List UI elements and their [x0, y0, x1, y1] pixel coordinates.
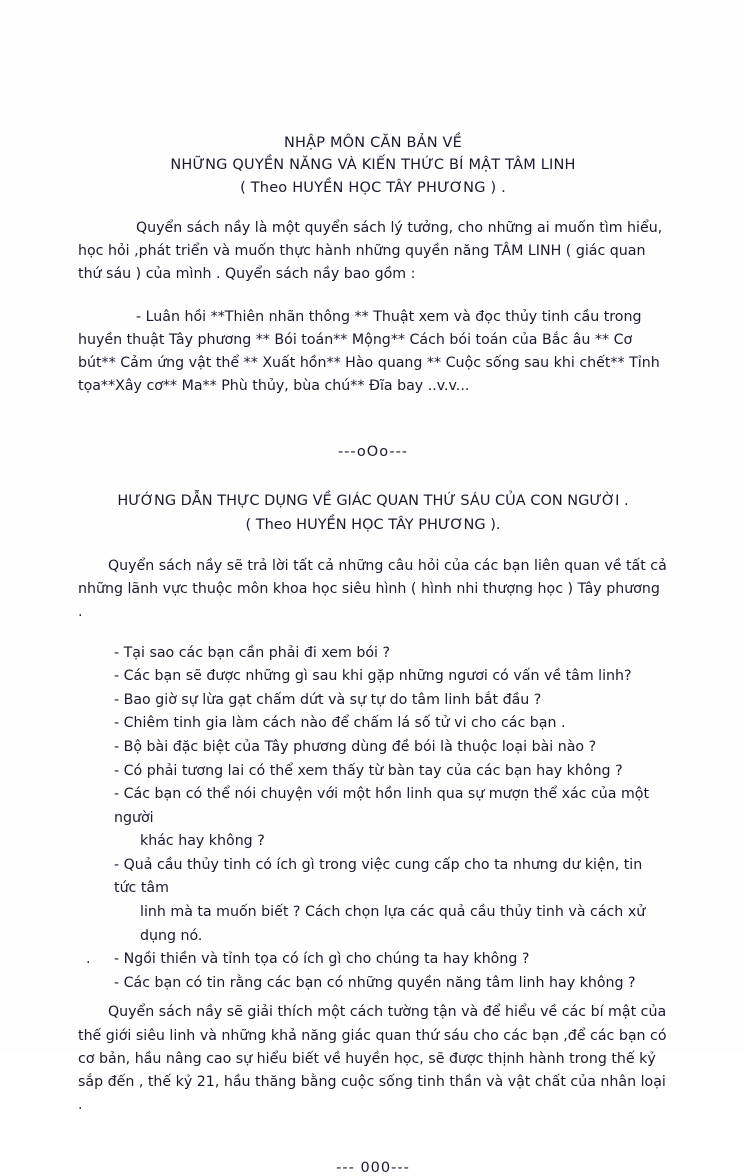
question-item: . - Ngồi thiền và tỉnh tọa có ích gì cho chúng ta hay không ?	[78, 948, 668, 972]
title-line-1: NHẬP MÔN CĂN BẢN VỀ	[283, 135, 463, 151]
section-separator: ---oOo---	[337, 444, 409, 461]
topics-paragraph	[78, 306, 668, 398]
question-item: - Các bạn sẽ được những gì sau khi gặp những ngươi có vấn về tâm linh?	[114, 668, 632, 685]
question-item-continuation: khác hay không ?	[140, 833, 265, 850]
title-line-3: ( Theo HUYỀN HỌC TÂY PHƯƠNG ) .	[240, 179, 506, 196]
question-item: - Bộ bài đặc biệt của Tây phương dùng đề bói là thuộc loại bài nào ?	[114, 739, 597, 756]
title-line-2: NHỮNG QUYỀN NĂNG VÀ KIẾN THỨC BÍ MẬT TÂM LINH	[170, 157, 576, 174]
question-item: - Có phải tương lai có thể xem thấy từ bàn tay của các bạn hay không ?	[114, 762, 623, 779]
intro-paragraph-text: Quyển sách nầy là một quyển sách lý tưởng, cho những ai muốn tìm hiểu, học hỏi ,phát triển và muốn thực hành những quyền năng TÂM LINH ( giác quan thứ sáu ) của mình . Quyển sách nầy bao gồm :	[78, 220, 663, 283]
question-item: - Các bạn có thể nói chuyện với một hồn linh qua sự mượn thể xác của một người	[114, 786, 650, 826]
section-heading-line-1: HƯỚNG DẪN THỰC DỤNG VỀ GIÁC QUAN THỨ SÁU CỦA CON NGƯỜI .	[117, 493, 629, 510]
question-item: - Tại sao các bạn cần phải đi xem bói ?	[114, 644, 391, 661]
document-title	[78, 132, 668, 199]
bottom-mark: --- 000---	[336, 1159, 410, 1176]
section-heading	[78, 490, 668, 536]
question-item-continuation: linh mà ta muốn biết ? Cách chọn lựa các quả cầu thủy tinh và cách xử dụng nó.	[140, 903, 646, 944]
topics-paragraph-text: - Luân hồi **Thiên nhãn thông ** Thuật xem và đọc thủy tinh cầu trong huyền thuật Tây phương ** Bói toán** Mộng** Cách bói toán của Bắc âu ** Cơ bút** Cảm ứng vật thể ** Xuất hồn** Hào quang ** Cuộc sống sau khi chết** Tỉnh tọa**Xây cơ** Ma** Phù thủy, bùa chú** Đĩa bay ..v.v...	[78, 309, 660, 395]
document-content	[78, 132, 668, 1176]
intro-paragraph	[78, 217, 668, 286]
question-item: - Chiêm tinh gia làm cách nào để chấm lá số tử vi cho các bạn .	[114, 715, 566, 732]
question-list	[78, 642, 668, 995]
section-intro-paragraph	[78, 555, 668, 624]
section-heading-line-2: ( Theo HUYỀN HỌC TÂY PHƯƠNG ).	[245, 516, 501, 533]
section-intro-text: Quyển sách nầy sẽ trả lời tất cả những câu hỏi của các bạn liên quan về tất cả những lãnh vực thuộc môn khoa học siêu hình ( hình nhi thượng học ) Tây phương .	[78, 557, 667, 620]
question-item: - Các bạn có tin rằng các bạn có những quyền năng tâm linh hay không ?	[114, 974, 636, 991]
question-item: - Bao giờ sự lừa gạt chấm dứt và sự tự do tâm linh bắt đầu ?	[114, 691, 542, 708]
question-item: - Quả cầu thủy tinh có ích gì trong việc cung cấp cho ta nhưng dư kiện, tin tức tâm	[114, 856, 643, 897]
closing-paragraph-text: Quyển sách nầy sẽ giải thích một cách tường tận và để hiểu về các bí mật của thế giới siêu linh và những khả năng giác quan thứ sáu cho các bạn ,để các bạn có cơ bản, hầu nâng cao sự hiểu biết về huyền học, sẽ được thịnh hành trong thế kỷ sắp đến , thế kỷ 21, hầu thăng bằng cuộc sống tinh thần và vật chất của nhân loại .	[78, 1004, 667, 1114]
closing-paragraph	[78, 1001, 668, 1117]
